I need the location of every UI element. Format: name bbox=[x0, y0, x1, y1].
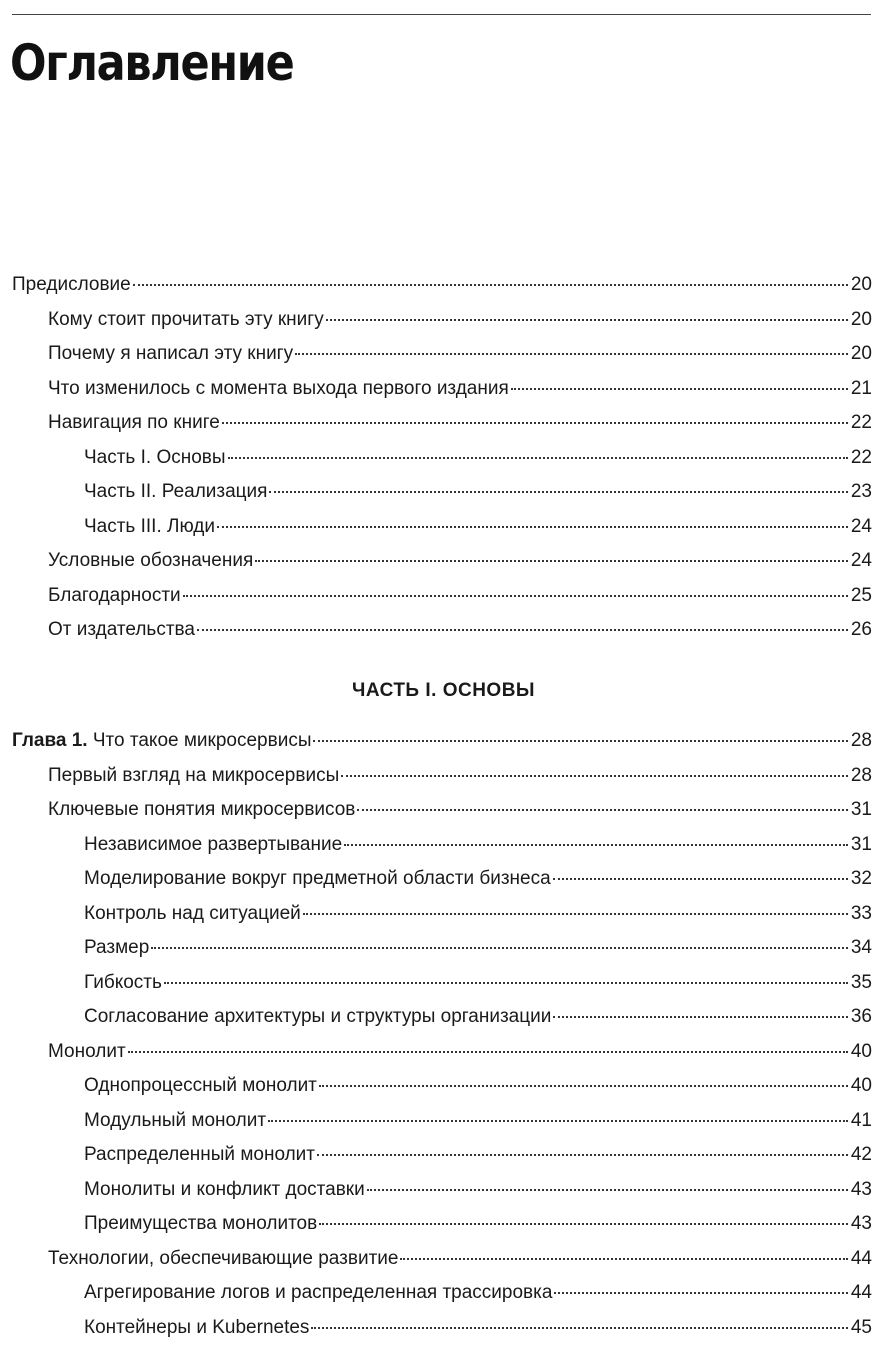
dot-leader bbox=[164, 982, 848, 984]
dot-leader bbox=[313, 740, 848, 742]
page-number: 20 bbox=[850, 343, 872, 364]
toc-entry[interactable] bbox=[12, 931, 872, 966]
dot-leader bbox=[228, 457, 848, 459]
dot-leader bbox=[367, 1189, 848, 1191]
toc-entry-title: Условные обозначения bbox=[48, 550, 254, 571]
toc-entry-title: Технологии, обеспечивающие развитие bbox=[48, 1247, 399, 1269]
toc-entry-title: Монолиты и конфликт доставки bbox=[84, 1178, 365, 1200]
toc-entry-title: Что изменилось с момента выхода первого издания bbox=[48, 377, 509, 399]
top-rule bbox=[12, 14, 871, 15]
toc-entry[interactable] bbox=[12, 475, 872, 510]
dot-leader bbox=[344, 844, 848, 846]
toc-entry-title: От издательства bbox=[48, 619, 195, 640]
toc-entry[interactable] bbox=[12, 510, 872, 545]
toc-entry-title: Агрегирование логов и распределенная трассировка bbox=[84, 1282, 553, 1303]
toc-entry-title: Часть I. Основы bbox=[84, 446, 226, 468]
chapter-title: Что такое микросервисы bbox=[87, 730, 312, 751]
page-number: 44 bbox=[850, 1247, 872, 1269]
page-number: 28 bbox=[850, 764, 872, 786]
toc-entry-title: Размер bbox=[84, 937, 150, 958]
toc-entry-title: Преимущества монолитов bbox=[84, 1213, 318, 1234]
page-number: 24 bbox=[850, 515, 872, 537]
toc-entry-title: Контейнеры и Kubernetes bbox=[84, 1316, 310, 1338]
dot-leader bbox=[222, 422, 848, 424]
toc-entry[interactable] bbox=[12, 268, 872, 303]
toc-entry-title: Часть III. Люди bbox=[84, 515, 216, 537]
toc-entry-title: Контроль над ситуацией bbox=[84, 902, 301, 924]
page-number: 44 bbox=[850, 1282, 872, 1303]
page-number: 22 bbox=[850, 446, 872, 468]
page-number: 40 bbox=[850, 1075, 872, 1096]
page-number: 20 bbox=[850, 274, 872, 295]
dot-leader bbox=[400, 1258, 848, 1260]
page-number: 43 bbox=[850, 1178, 872, 1200]
toc-entry-title: Гибкость bbox=[84, 971, 162, 993]
toc-entry[interactable] bbox=[12, 759, 872, 794]
toc-entry[interactable] bbox=[12, 1173, 872, 1208]
part-heading: ЧАСТЬ I. ОСНОВЫ bbox=[351, 680, 536, 701]
dot-leader bbox=[303, 913, 848, 915]
toc-entry[interactable] bbox=[12, 613, 872, 648]
dot-leader bbox=[295, 353, 848, 355]
page-number: 25 bbox=[850, 584, 872, 606]
toc-entry-title: Распределенный монолит bbox=[84, 1144, 315, 1165]
toc-entry[interactable] bbox=[12, 372, 872, 407]
page-number: 41 bbox=[850, 1109, 872, 1131]
dot-leader bbox=[217, 526, 848, 528]
toc-front-matter bbox=[12, 268, 872, 648]
dot-leader bbox=[128, 1051, 848, 1053]
page-number: 42 bbox=[850, 1144, 872, 1165]
dot-leader bbox=[317, 1154, 848, 1156]
page-number: 23 bbox=[850, 481, 872, 502]
dot-leader bbox=[151, 947, 848, 949]
toc-entry[interactable] bbox=[12, 406, 872, 441]
toc-entry-title: Согласование архитектуры и структуры организации bbox=[84, 1006, 552, 1027]
page-number: 26 bbox=[850, 619, 872, 640]
toc-entry[interactable] bbox=[12, 897, 872, 932]
toc-entry[interactable] bbox=[12, 579, 872, 614]
dot-leader bbox=[311, 1327, 848, 1329]
toc-entry[interactable] bbox=[12, 1311, 872, 1346]
toc-entry[interactable] bbox=[12, 441, 872, 476]
dot-leader bbox=[255, 560, 848, 562]
toc-entry[interactable] bbox=[12, 303, 872, 338]
dot-leader bbox=[197, 629, 848, 631]
page-number: 31 bbox=[850, 799, 872, 820]
toc-entry[interactable] bbox=[12, 1035, 872, 1070]
dot-leader bbox=[133, 284, 848, 286]
toc-entry-title: Часть II. Реализация bbox=[84, 481, 268, 502]
toc-entry[interactable] bbox=[12, 544, 872, 579]
chapter-label: Глава 1. bbox=[12, 730, 88, 751]
toc-entry[interactable] bbox=[12, 1069, 872, 1104]
toc-entry-title: Монолит bbox=[48, 1040, 126, 1062]
toc-entry[interactable] bbox=[12, 1276, 872, 1311]
toc-part-1 bbox=[12, 724, 872, 1345]
page-number: 43 bbox=[850, 1213, 872, 1234]
toc-entry-title: Моделирование вокруг предметной области бизнеса bbox=[84, 868, 551, 889]
toc-entry[interactable] bbox=[12, 1207, 872, 1242]
dot-leader bbox=[319, 1085, 848, 1087]
dot-leader bbox=[319, 1223, 848, 1225]
toc-entry-title: Благодарности bbox=[48, 584, 181, 606]
toc-entry-title: Предисловие bbox=[12, 274, 131, 295]
page-number: 28 bbox=[850, 730, 872, 751]
dot-leader bbox=[326, 319, 848, 321]
toc-entry-title: Первый взгляд на микросервисы bbox=[48, 764, 340, 786]
toc-entry-title bbox=[12, 724, 311, 759]
dot-leader bbox=[553, 878, 848, 880]
dot-leader bbox=[554, 1292, 848, 1294]
dot-leader bbox=[357, 809, 848, 811]
toc-entry[interactable] bbox=[12, 1000, 872, 1035]
dot-leader bbox=[183, 595, 848, 597]
toc-entry-title: Независимое развертывание bbox=[84, 833, 343, 855]
dot-leader bbox=[511, 388, 848, 390]
toc-entry[interactable] bbox=[12, 862, 872, 897]
page-number: 36 bbox=[850, 1006, 872, 1027]
toc-entry-title: Кому стоит прочитать эту книгу bbox=[48, 308, 324, 330]
toc-entry-title: Почему я написал эту книгу bbox=[48, 343, 294, 364]
page-number: 31 bbox=[850, 833, 872, 855]
page-number: 35 bbox=[850, 971, 872, 993]
page-number: 45 bbox=[850, 1316, 872, 1338]
page-number: 22 bbox=[850, 412, 872, 433]
toc-entry[interactable] bbox=[12, 966, 872, 1001]
page-number: 24 bbox=[850, 550, 872, 571]
page-title: Оглавление bbox=[10, 34, 294, 92]
page-number: 32 bbox=[850, 868, 872, 889]
page-number: 40 bbox=[850, 1040, 872, 1062]
toc-entry[interactable] bbox=[12, 793, 872, 828]
dot-leader bbox=[341, 775, 848, 777]
toc-entry[interactable] bbox=[12, 1242, 872, 1277]
page-number: 33 bbox=[850, 902, 872, 924]
toc-entry[interactable] bbox=[12, 724, 872, 759]
toc-entry[interactable] bbox=[12, 337, 872, 372]
toc-entry-title: Модульный монолит bbox=[84, 1109, 267, 1131]
toc-entry[interactable] bbox=[12, 1138, 872, 1173]
page-number: 20 bbox=[850, 308, 872, 330]
page-number: 34 bbox=[850, 937, 872, 958]
dot-leader bbox=[553, 1016, 848, 1018]
toc-entry[interactable] bbox=[12, 828, 872, 863]
dot-leader bbox=[269, 491, 848, 493]
page-number: 21 bbox=[850, 377, 872, 399]
toc-entry[interactable] bbox=[12, 1104, 872, 1139]
toc-entry-title: Ключевые понятия микросервисов bbox=[48, 799, 356, 820]
toc-entry-title: Однопроцессный монолит bbox=[84, 1075, 317, 1096]
dot-leader bbox=[268, 1120, 848, 1122]
toc-entry-title: Навигация по книге bbox=[48, 412, 220, 433]
